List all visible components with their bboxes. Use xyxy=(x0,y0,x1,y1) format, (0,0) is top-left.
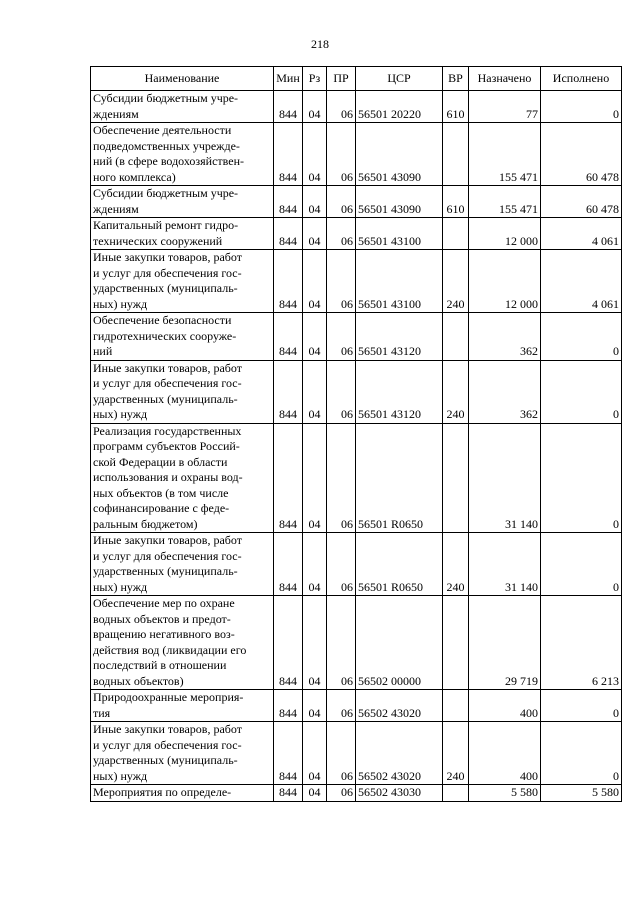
cell-min: 844 xyxy=(274,533,303,596)
cell-pr: 06 xyxy=(327,186,356,218)
table-row xyxy=(91,91,622,123)
cell-rz: 04 xyxy=(303,218,327,250)
cell-csr: 56501 43120 xyxy=(356,313,443,361)
cell-min: 844 xyxy=(274,123,303,186)
cell-name: Обеспечение мер по охране водных объектов и предот- вращению негативного воз- действия вод (ликвидации его последствий в отношении водных объектов) xyxy=(91,596,274,690)
cell-vr: 610 xyxy=(443,91,469,123)
table-header-row xyxy=(91,67,622,91)
column-header-csr: ЦСР xyxy=(356,67,443,91)
cell-name: Иные закупки товаров, работ и услуг для обеспечения гос- ударственных (муниципаль- ных) нужд xyxy=(91,533,274,596)
column-header-name: Наименование xyxy=(91,67,274,91)
cell-executed: 60 478 xyxy=(541,186,622,218)
cell-assigned: 77 xyxy=(469,91,541,123)
cell-name: Мероприятия по определе- xyxy=(91,785,274,802)
cell-assigned: 155 471 xyxy=(469,123,541,186)
cell-rz: 04 xyxy=(303,250,327,313)
cell-rz: 04 xyxy=(303,91,327,123)
column-header-assigned: Назначено xyxy=(469,67,541,91)
table-row xyxy=(91,186,622,218)
cell-executed: 0 xyxy=(541,360,622,423)
cell-assigned: 12 000 xyxy=(469,250,541,313)
cell-name: Обеспечение безопасности гидротехнических сооруже- ний xyxy=(91,313,274,361)
cell-pr: 06 xyxy=(327,91,356,123)
column-header-rz: Рз xyxy=(303,67,327,91)
cell-executed: 6 213 xyxy=(541,596,622,690)
cell-assigned: 400 xyxy=(469,690,541,722)
cell-pr: 06 xyxy=(327,596,356,690)
cell-csr: 56502 43020 xyxy=(356,690,443,722)
cell-executed: 4 061 xyxy=(541,250,622,313)
cell-csr: 56501 20220 xyxy=(356,91,443,123)
cell-csr: 56501 43100 xyxy=(356,218,443,250)
cell-assigned: 362 xyxy=(469,313,541,361)
cell-name: Иные закупки товаров, работ и услуг для обеспечения гос- ударственных (муниципаль- ных) нужд xyxy=(91,360,274,423)
cell-rz: 04 xyxy=(303,533,327,596)
cell-executed: 0 xyxy=(541,91,622,123)
cell-csr: 56502 43030 xyxy=(356,785,443,802)
cell-name: Природоохранные мероприя- тия xyxy=(91,690,274,722)
cell-rz: 04 xyxy=(303,722,327,785)
cell-executed: 60 478 xyxy=(541,123,622,186)
cell-csr: 56502 00000 xyxy=(356,596,443,690)
cell-min: 844 xyxy=(274,785,303,802)
cell-min: 844 xyxy=(274,596,303,690)
cell-name: Субсидии бюджетным учре- ждениям xyxy=(91,91,274,123)
cell-assigned: 362 xyxy=(469,360,541,423)
table-row xyxy=(91,250,622,313)
cell-rz: 04 xyxy=(303,360,327,423)
cell-vr: 610 xyxy=(443,186,469,218)
cell-executed: 0 xyxy=(541,690,622,722)
cell-rz: 04 xyxy=(303,785,327,802)
table-row xyxy=(91,722,622,785)
cell-assigned: 155 471 xyxy=(469,186,541,218)
cell-pr: 06 xyxy=(327,360,356,423)
cell-vr xyxy=(443,218,469,250)
cell-min: 844 xyxy=(274,690,303,722)
cell-vr xyxy=(443,423,469,533)
cell-assigned: 29 719 xyxy=(469,596,541,690)
cell-executed: 5 580 xyxy=(541,785,622,802)
cell-executed: 0 xyxy=(541,423,622,533)
cell-min: 844 xyxy=(274,722,303,785)
cell-min: 844 xyxy=(274,91,303,123)
cell-csr: 56501 43090 xyxy=(356,186,443,218)
cell-assigned: 5 580 xyxy=(469,785,541,802)
cell-vr: 240 xyxy=(443,360,469,423)
column-header-min: Мин xyxy=(274,67,303,91)
cell-csr: 56502 43020 xyxy=(356,722,443,785)
cell-rz: 04 xyxy=(303,313,327,361)
cell-rz: 04 xyxy=(303,690,327,722)
cell-min: 844 xyxy=(274,313,303,361)
column-header-executed: Исполнено xyxy=(541,67,622,91)
cell-name: Иные закупки товаров, работ и услуг для обеспечения гос- ударственных (муниципаль- ных) нужд xyxy=(91,722,274,785)
cell-pr: 06 xyxy=(327,423,356,533)
table-row xyxy=(91,596,622,690)
cell-executed: 0 xyxy=(541,722,622,785)
cell-vr xyxy=(443,123,469,186)
table-row xyxy=(91,313,622,361)
cell-csr: 56501 43120 xyxy=(356,360,443,423)
budget-table xyxy=(90,66,622,802)
cell-min: 844 xyxy=(274,423,303,533)
column-header-vr: ВР xyxy=(443,67,469,91)
cell-pr: 06 xyxy=(327,250,356,313)
cell-min: 844 xyxy=(274,186,303,218)
cell-rz: 04 xyxy=(303,123,327,186)
cell-assigned: 31 140 xyxy=(469,423,541,533)
cell-name: Иные закупки товаров, работ и услуг для обеспечения гос- ударственных (муниципаль- ных) нужд xyxy=(91,250,274,313)
cell-executed: 4 061 xyxy=(541,218,622,250)
cell-rz: 04 xyxy=(303,186,327,218)
cell-vr xyxy=(443,690,469,722)
table-row xyxy=(91,360,622,423)
cell-vr: 240 xyxy=(443,533,469,596)
cell-min: 844 xyxy=(274,218,303,250)
cell-pr: 06 xyxy=(327,690,356,722)
cell-vr xyxy=(443,596,469,690)
cell-csr: 56501 43100 xyxy=(356,250,443,313)
cell-executed: 0 xyxy=(541,313,622,361)
cell-rz: 04 xyxy=(303,423,327,533)
cell-min: 844 xyxy=(274,360,303,423)
cell-pr: 06 xyxy=(327,785,356,802)
cell-vr xyxy=(443,313,469,361)
cell-assigned: 12 000 xyxy=(469,218,541,250)
table-row xyxy=(91,533,622,596)
cell-vr: 240 xyxy=(443,722,469,785)
cell-vr xyxy=(443,785,469,802)
cell-pr: 06 xyxy=(327,722,356,785)
table-row xyxy=(91,785,622,802)
cell-executed: 0 xyxy=(541,533,622,596)
cell-pr: 06 xyxy=(327,123,356,186)
cell-pr: 06 xyxy=(327,533,356,596)
cell-min: 844 xyxy=(274,250,303,313)
table-row xyxy=(91,123,622,186)
cell-csr: 56501 43090 xyxy=(356,123,443,186)
cell-name: Реализация государственных программ субъектов Россий- ской Федерации в области использования и охраны вод- ных объектов (в том числе софинансирование с феде- ральным бюджетом) xyxy=(91,423,274,533)
cell-vr: 240 xyxy=(443,250,469,313)
cell-name: Обеспечение деятельности подведомственных учрежде- ний (в сфере водохозяйствен- ного комплекса) xyxy=(91,123,274,186)
cell-assigned: 31 140 xyxy=(469,533,541,596)
cell-pr: 06 xyxy=(327,313,356,361)
table-row xyxy=(91,423,622,533)
cell-csr: 56501 R0650 xyxy=(356,423,443,533)
page-number: 218 xyxy=(311,37,329,51)
cell-rz: 04 xyxy=(303,596,327,690)
table-row xyxy=(91,218,622,250)
cell-csr: 56501 R0650 xyxy=(356,533,443,596)
cell-pr: 06 xyxy=(327,218,356,250)
column-header-pr: ПР xyxy=(327,67,356,91)
cell-name: Капитальный ремонт гидро- технических сооружений xyxy=(91,218,274,250)
table-row xyxy=(91,690,622,722)
cell-name: Субсидии бюджетным учре- ждениям xyxy=(91,186,274,218)
cell-assigned: 400 xyxy=(469,722,541,785)
